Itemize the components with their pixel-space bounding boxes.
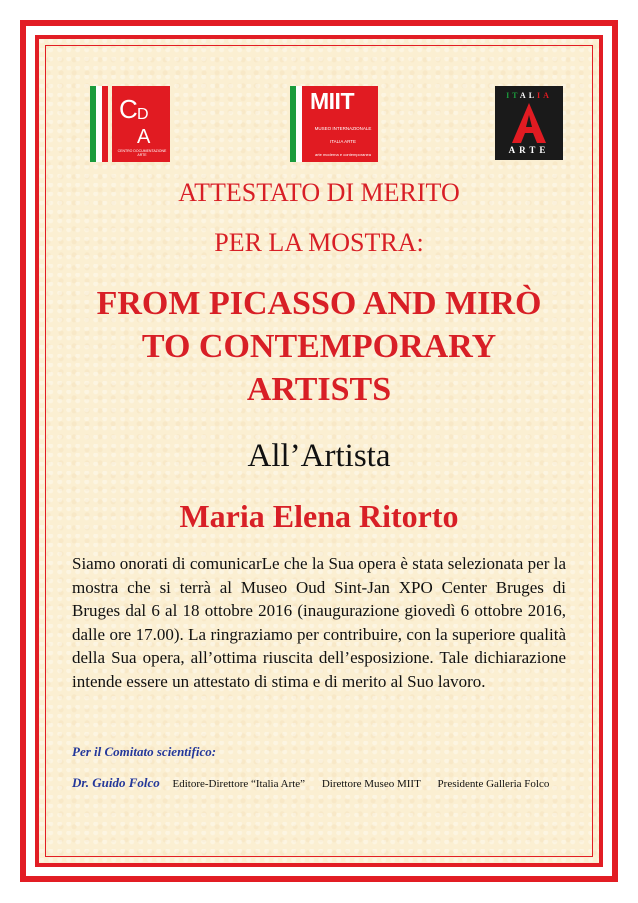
miit-line1: MUSEO INTERNAZIONALE [314, 126, 372, 131]
signatory-role-president: Presidente Galleria Folco [437, 778, 550, 790]
signatory-role-editor: Editore-Direttore “Italia Arte” [172, 778, 306, 790]
miit-line3: arte moderna e contemporanea [314, 152, 372, 157]
exhibition-title [60, 282, 578, 411]
flag-red-stripe [102, 86, 108, 162]
cda-logo [90, 86, 170, 162]
signatures [72, 774, 566, 793]
exhibition-title-line1: FROM PICASSO AND MIRÒ [96, 285, 542, 322]
italia-arte-top-text: ITALIA [506, 91, 552, 100]
committee-label: Per il Comitato scientifico: [72, 744, 217, 759]
cda-caption [114, 149, 170, 157]
certificate-subheading: PER LA MOSTRA: [214, 228, 424, 257]
miit-title: MIIT [310, 88, 354, 114]
cda-caption-line2: ARTE [137, 153, 147, 157]
italia-arte-logo [495, 86, 563, 160]
signatory-name: Dr. Guido Folco [72, 775, 160, 790]
cda-letter-d: D [137, 106, 149, 123]
recipient-label: All’Artista [247, 438, 391, 474]
miit-logo [290, 86, 378, 162]
recipient-name: Maria Elena Ritorto [179, 498, 459, 534]
miit-line2: ITALIA ARTE [329, 139, 357, 144]
exhibition-title-line3: ARTISTS [246, 371, 392, 408]
cda-letter-c: C [119, 94, 138, 124]
italia-arte-a-icon [512, 103, 546, 143]
cda-letter-a: A [137, 126, 151, 148]
italia-arte-bottom-text: ARTE [508, 145, 550, 155]
exhibition-title-line2: TO CONTEMPORARY [141, 328, 497, 365]
cda-caption-line1: CENTRO DOCUMENTAZIONE [117, 149, 167, 153]
signatory-role-director: Direttore Museo MIIT [321, 778, 421, 790]
certificate-body: Siamo onorati di comunicarLe che la Sua opera è stata selezionata per la mostra che si terrà al Museo Oud Sint-Jan XPO Center Bruges di Bruges dal 6 al 18 ottobre 2016 (inaugurazione giovedì 6 ottobre 2016, dalle ore 17.00). La ringraziamo per contribuire, con la superiore qualità della Sua opera, all’ottima riuscita dell’esposizione. Tale dichiarazione intende essere un attestato di stima e di merito al Suo lavoro. [72, 554, 566, 691]
certificate-heading: ATTESTATO DI MERITO [178, 178, 460, 207]
